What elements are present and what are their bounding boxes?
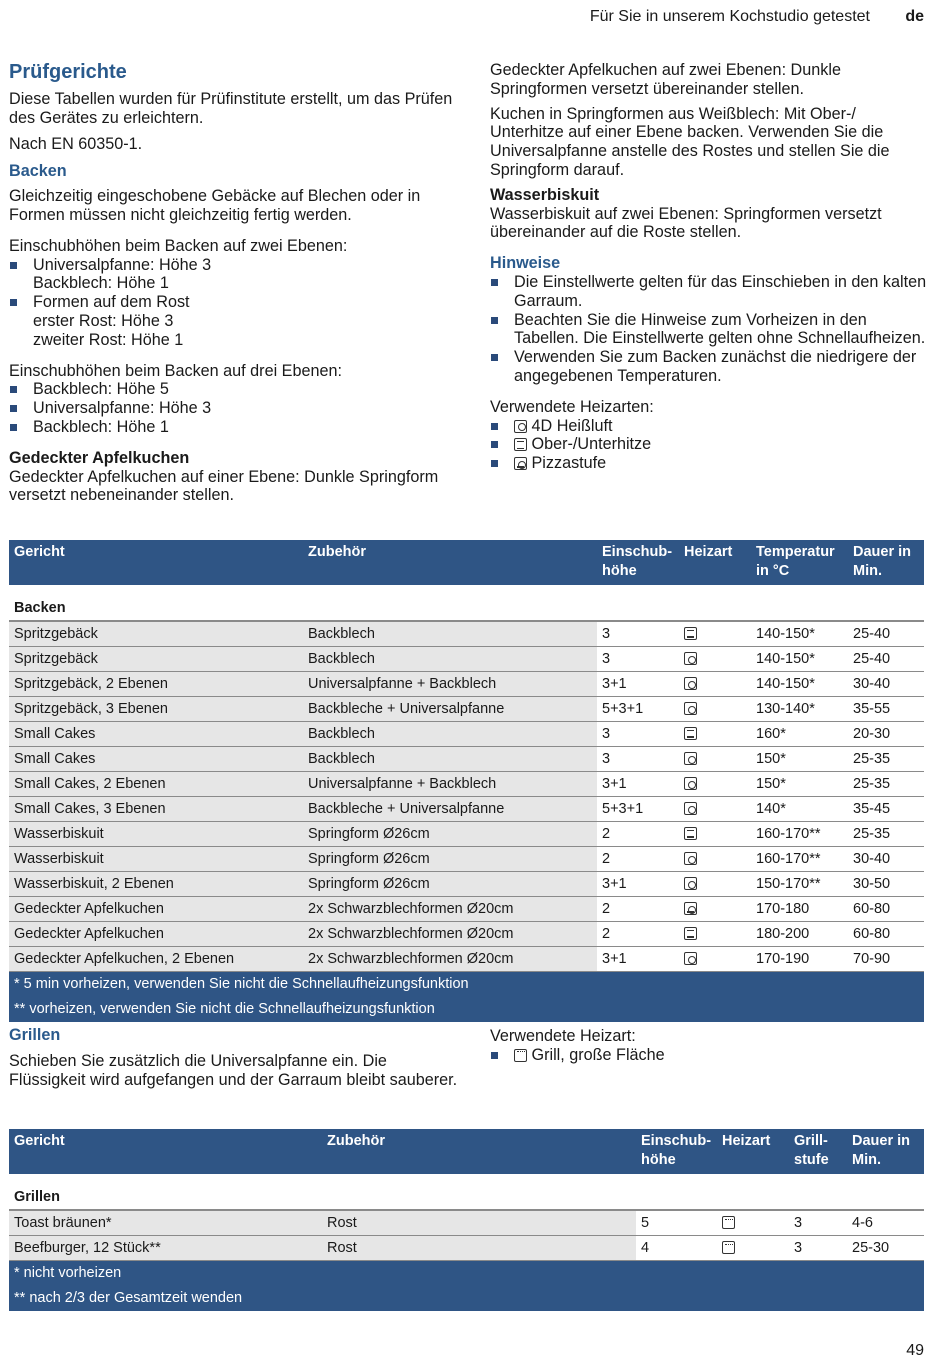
col-header-gericht: Gericht xyxy=(9,1129,322,1174)
cell-dauer: 60-80 xyxy=(848,897,924,922)
cell-dauer: 35-55 xyxy=(848,697,924,722)
heizarten-list xyxy=(490,417,930,473)
cell-heizart xyxy=(679,722,751,747)
col-header-zubehoer: Zubehör xyxy=(322,1129,636,1174)
footnote: ** nach 2/3 der Gesamtzeit wenden xyxy=(9,1285,924,1311)
cell-heizart xyxy=(679,772,751,797)
cell-zubehoer: 2x Schwarzblechformen Ø20cm xyxy=(303,947,597,972)
cell-dauer: 30-40 xyxy=(848,847,924,872)
left-column xyxy=(9,60,459,505)
table-row xyxy=(9,797,924,822)
cell-zubehoer: Backblech xyxy=(303,621,597,647)
table-row xyxy=(9,772,924,797)
cell-dauer: 30-50 xyxy=(848,872,924,897)
table-row xyxy=(9,1236,924,1261)
cell-heizart xyxy=(679,672,751,697)
cell-zubehoer: 2x Schwarzblechformen Ø20cm xyxy=(303,922,597,947)
heizarten-intro: Verwendete Heizarten: xyxy=(490,397,654,416)
table-section-row xyxy=(9,1174,924,1210)
cell-einschub: 3 xyxy=(597,722,679,747)
cell-dauer: 25-35 xyxy=(848,822,924,847)
cell-einschub: 5+3+1 xyxy=(597,697,679,722)
cell-dauer: 25-40 xyxy=(848,621,924,647)
list-item: Grill, große Fläche xyxy=(490,1046,930,1065)
apfel-heading: Gedeckter Apfelkuchen xyxy=(9,448,190,467)
table-row xyxy=(9,672,924,697)
cell-einschub: 3+1 xyxy=(597,672,679,697)
table-row xyxy=(9,722,924,747)
cell-einschub: 3 xyxy=(597,621,679,647)
table-header-row xyxy=(9,540,924,585)
table-header-row xyxy=(9,1129,924,1174)
list-item: Formen auf dem Rost erster Rost: Höhe 3 zweiter Rost: Höhe 1 xyxy=(9,293,459,349)
hot-air-4d-icon xyxy=(684,777,697,790)
table-row xyxy=(9,1210,924,1236)
backen-heading: Backen xyxy=(9,162,67,181)
pizza-setting-icon xyxy=(514,457,527,470)
cell-zubehoer: Springform Ø26cm xyxy=(303,822,597,847)
table-section-row xyxy=(9,585,924,621)
cell-gericht: Spritzgebäck xyxy=(9,621,303,647)
list-item: Backblech: Höhe 1 xyxy=(9,418,459,437)
table-footnote-row xyxy=(9,1285,924,1311)
table-row xyxy=(9,822,924,847)
table-row xyxy=(9,621,924,647)
footnote: * nicht vorheizen xyxy=(9,1261,924,1286)
two-levels-intro: Einschubhöhen beim Backen auf zwei Ebenen: xyxy=(9,236,348,255)
cell-gericht: Wasserbiskuit, 2 Ebenen xyxy=(9,872,303,897)
table-row xyxy=(9,847,924,872)
hot-air-4d-icon xyxy=(684,677,697,690)
cell-gericht: Spritzgebäck, 3 Ebenen xyxy=(9,697,303,722)
grill-large-area-icon xyxy=(514,1049,527,1062)
cell-gericht: Gedeckter Apfelkuchen, 2 Ebenen xyxy=(9,947,303,972)
hot-air-4d-icon xyxy=(684,802,697,815)
section-label: Backen xyxy=(9,585,924,621)
cell-einschub: 2 xyxy=(597,847,679,872)
cell-temp: 180-200 xyxy=(751,922,848,947)
page-number: 49 xyxy=(906,1342,924,1359)
cell-temp: 140* xyxy=(751,797,848,822)
cell-gericht: Small Cakes xyxy=(9,747,303,772)
cell-gericht: Small Cakes, 3 Ebenen xyxy=(9,797,303,822)
footnote: * 5 min vorheizen, verwenden Sie nicht die Schnellaufheizungsfunktion xyxy=(9,972,924,997)
cell-temp: 170-190 xyxy=(751,947,848,972)
cell-dauer: 25-40 xyxy=(848,647,924,672)
cell-einschub: 3+1 xyxy=(597,772,679,797)
three-levels-list xyxy=(9,380,459,436)
grillen-table xyxy=(9,1129,924,1311)
table-row xyxy=(9,647,924,672)
cell-heizart xyxy=(679,947,751,972)
table-row xyxy=(9,872,924,897)
col-header-zubehoer: Zubehör xyxy=(303,540,597,585)
cell-temp: 170-180 xyxy=(751,897,848,922)
col-header-gericht: Gericht xyxy=(9,540,303,585)
backen-text: Gleichzeitig eingeschobene Gebäcke auf Blechen oder in Formen müssen nicht gleichzeitig fertig werden. xyxy=(9,187,421,224)
apfel-text: Gedeckter Apfelkuchen auf einer Ebene: Dunkle Springform versetzt nebeneinander stellen. xyxy=(9,467,439,505)
cell-dauer: 25-30 xyxy=(847,1236,924,1261)
grillen-text: Schieben Sie zusätzlich die Universalpfanne ein. Die Flüssigkeit wird aufgefangen und der Garraum bleibt sauberer. xyxy=(9,1051,458,1089)
grillen-left xyxy=(9,1026,459,1089)
wasserbiskuit-heading: Wasserbiskuit xyxy=(490,185,600,204)
top-bottom-heat-icon xyxy=(684,627,697,640)
cell-einschub: 3+1 xyxy=(597,872,679,897)
table-footnote-row xyxy=(9,972,924,997)
cell-temp: 140-150* xyxy=(751,647,848,672)
cell-heizart xyxy=(717,1210,789,1236)
table-row xyxy=(9,697,924,722)
section-heading: Prüfgerichte xyxy=(9,61,127,83)
col-header-einschub: Einschub-höhe xyxy=(636,1129,717,1174)
cell-stufe: 3 xyxy=(789,1210,847,1236)
list-item: Pizzastufe xyxy=(490,454,930,473)
springform-text: Kuchen in Springformen aus Weißblech: Mit Ober-/ Unterhitze auf einer Ebene backen. Verwenden Sie die Universalpfanne anstelle des Rostes und stellen Sie die Springform darauf. xyxy=(490,104,890,179)
cell-einschub: 2 xyxy=(597,922,679,947)
cell-temp: 150* xyxy=(751,772,848,797)
hot-air-4d-icon xyxy=(514,420,527,433)
cell-dauer: 25-35 xyxy=(848,772,924,797)
intro-text: Diese Tabellen wurden für Prüfinstitute erstellt, um das Prüfen des Gerätes zu erleichtern. xyxy=(9,90,453,127)
cell-zubehoer: Backbleche + Universalpfanne xyxy=(303,697,597,722)
cell-dauer: 20-30 xyxy=(848,722,924,747)
cell-zubehoer: Backblech xyxy=(303,647,597,672)
footnote: ** vorheizen, verwenden Sie nicht die Schnellaufheizungsfunktion xyxy=(9,996,924,1022)
cell-dauer: 35-45 xyxy=(848,797,924,822)
hot-air-4d-icon xyxy=(684,752,697,765)
grillen-right xyxy=(490,1027,930,1065)
list-item: Universalpfanne: Höhe 3 Backblech: Höhe 1 xyxy=(9,256,459,294)
table-row xyxy=(9,922,924,947)
language-tag: de xyxy=(905,8,924,25)
list-item: Die Einstellwerte gelten für das Einschieben in den kalten Garraum. xyxy=(490,273,930,311)
top-bottom-heat-icon xyxy=(514,438,527,451)
col-header-grillstufe: Grill-stufe xyxy=(789,1129,847,1174)
cell-heizart xyxy=(679,897,751,922)
grillen-heading: Grillen xyxy=(9,1026,61,1044)
cell-temp: 160-170** xyxy=(751,847,848,872)
three-levels-intro: Einschubhöhen beim Backen auf drei Ebenen: xyxy=(9,361,342,380)
cell-dauer: 60-80 xyxy=(848,922,924,947)
cell-einschub: 2 xyxy=(597,822,679,847)
cell-gericht: Wasserbiskuit xyxy=(9,822,303,847)
cell-heizart xyxy=(679,822,751,847)
hinweise-heading: Hinweise xyxy=(490,254,561,273)
cell-zubehoer: Rost xyxy=(322,1236,636,1261)
hot-air-4d-icon xyxy=(684,702,697,715)
right-column xyxy=(490,61,930,473)
cell-einschub: 3 xyxy=(597,747,679,772)
list-item: Ober-/Unterhitze xyxy=(490,435,930,454)
hinweise-list xyxy=(490,273,930,386)
grill-large-area-icon xyxy=(722,1241,735,1254)
cell-gericht: Gedeckter Apfelkuchen xyxy=(9,897,303,922)
cell-heizart xyxy=(679,872,751,897)
cell-zubehoer: Springform Ø26cm xyxy=(303,872,597,897)
col-header-einschub: Einschub-höhe xyxy=(597,540,679,585)
cell-heizart xyxy=(679,621,751,647)
backen-table xyxy=(9,540,924,1022)
cell-zubehoer: Backblech xyxy=(303,747,597,772)
cell-heizart xyxy=(679,847,751,872)
cell-temp: 150* xyxy=(751,747,848,772)
cell-einschub: 4 xyxy=(636,1236,717,1261)
cell-zubehoer: Backblech xyxy=(303,722,597,747)
cell-heizart xyxy=(679,647,751,672)
top-bottom-heat-icon xyxy=(684,727,697,740)
cell-temp: 140-150* xyxy=(751,672,848,697)
grill-large-area-icon xyxy=(722,1216,735,1229)
cell-heizart xyxy=(679,922,751,947)
cell-einschub: 2 xyxy=(597,897,679,922)
wasserbiskuit-text: Wasserbiskuit auf zwei Ebenen: Springformen versetzt übereinander auf die Roste stellen. xyxy=(490,204,882,242)
cell-zubehoer: Springform Ø26cm xyxy=(303,847,597,872)
hot-air-4d-icon xyxy=(684,952,697,965)
table-row xyxy=(9,947,924,972)
col-header-dauer: Dauer in Min. xyxy=(847,1129,924,1174)
cell-dauer: 70-90 xyxy=(848,947,924,972)
running-header: Für Sie in unserem Kochstudio getestet xyxy=(589,8,870,25)
cell-dauer: 25-35 xyxy=(848,747,924,772)
cell-dauer: 30-40 xyxy=(848,672,924,697)
cell-zubehoer: Universalpfanne + Backblech xyxy=(303,672,597,697)
cell-stufe: 3 xyxy=(789,1236,847,1261)
cell-heizart xyxy=(717,1236,789,1261)
list-item: Universalpfanne: Höhe 3 xyxy=(9,399,459,418)
cell-gericht: Spritzgebäck xyxy=(9,647,303,672)
col-header-heizart: Heizart xyxy=(679,540,751,585)
top-bottom-heat-icon xyxy=(684,927,697,940)
cell-heizart xyxy=(679,697,751,722)
table-row xyxy=(9,747,924,772)
cell-temp: 140-150* xyxy=(751,621,848,647)
hot-air-4d-icon xyxy=(684,652,697,665)
list-item: 4D Heißluft xyxy=(490,417,930,436)
cell-gericht: Toast bräunen* xyxy=(9,1210,322,1236)
cell-zubehoer: 2x Schwarzblechformen Ø20cm xyxy=(303,897,597,922)
section-label: Grillen xyxy=(9,1174,924,1210)
col-header-temperatur: Temperatur in °C xyxy=(751,540,848,585)
cell-zubehoer: Backbleche + Universalpfanne xyxy=(303,797,597,822)
pizza-setting-icon xyxy=(684,902,697,915)
cell-gericht: Small Cakes xyxy=(9,722,303,747)
cell-dauer: 4-6 xyxy=(847,1210,924,1236)
cell-gericht: Beefburger, 12 Stück** xyxy=(9,1236,322,1261)
table-footnote-row xyxy=(9,996,924,1022)
norm-text: Nach EN 60350-1. xyxy=(9,134,143,153)
top-bottom-heat-icon xyxy=(684,827,697,840)
cell-einschub: 5+3+1 xyxy=(597,797,679,822)
col-header-dauer: Dauer in Min. xyxy=(848,540,924,585)
cell-einschub: 3 xyxy=(597,647,679,672)
cell-gericht: Spritzgebäck, 2 Ebenen xyxy=(9,672,303,697)
table-footnote-row xyxy=(9,1261,924,1286)
table-row xyxy=(9,897,924,922)
cell-temp: 160-170** xyxy=(751,822,848,847)
two-levels-list xyxy=(9,256,459,350)
cell-zubehoer: Rost xyxy=(322,1210,636,1236)
list-item: Backblech: Höhe 5 xyxy=(9,380,459,399)
col-header-heizart: Heizart xyxy=(717,1129,789,1174)
cell-einschub: 5 xyxy=(636,1210,717,1236)
cell-gericht: Wasserbiskuit xyxy=(9,847,303,872)
cell-gericht: Gedeckter Apfelkuchen xyxy=(9,922,303,947)
apfel-two-levels-text: Gedeckter Apfelkuchen auf zwei Ebenen: Dunkle Springformen versetzt übereinander stellen. xyxy=(490,61,841,98)
cell-gericht: Small Cakes, 2 Ebenen xyxy=(9,772,303,797)
cell-einschub: 3+1 xyxy=(597,947,679,972)
list-item: Verwenden Sie zum Backen zunächst die niedrigere der angegebenen Temperaturen. xyxy=(490,348,930,386)
list-item: Beachten Sie die Hinweise zum Vorheizen in den Tabellen. Die Einstellwerte gelten ohne Schnellaufheizen. xyxy=(490,311,930,349)
grill-heizart-list xyxy=(490,1046,930,1065)
cell-temp: 160* xyxy=(751,722,848,747)
hot-air-4d-icon xyxy=(684,877,697,890)
grill-heizart-intro: Verwendete Heizart: xyxy=(490,1027,636,1045)
cell-temp: 130-140* xyxy=(751,697,848,722)
cell-temp: 150-170** xyxy=(751,872,848,897)
cell-heizart xyxy=(679,747,751,772)
hot-air-4d-icon xyxy=(684,852,697,865)
cell-heizart xyxy=(679,797,751,822)
cell-zubehoer: Universalpfanne + Backblech xyxy=(303,772,597,797)
